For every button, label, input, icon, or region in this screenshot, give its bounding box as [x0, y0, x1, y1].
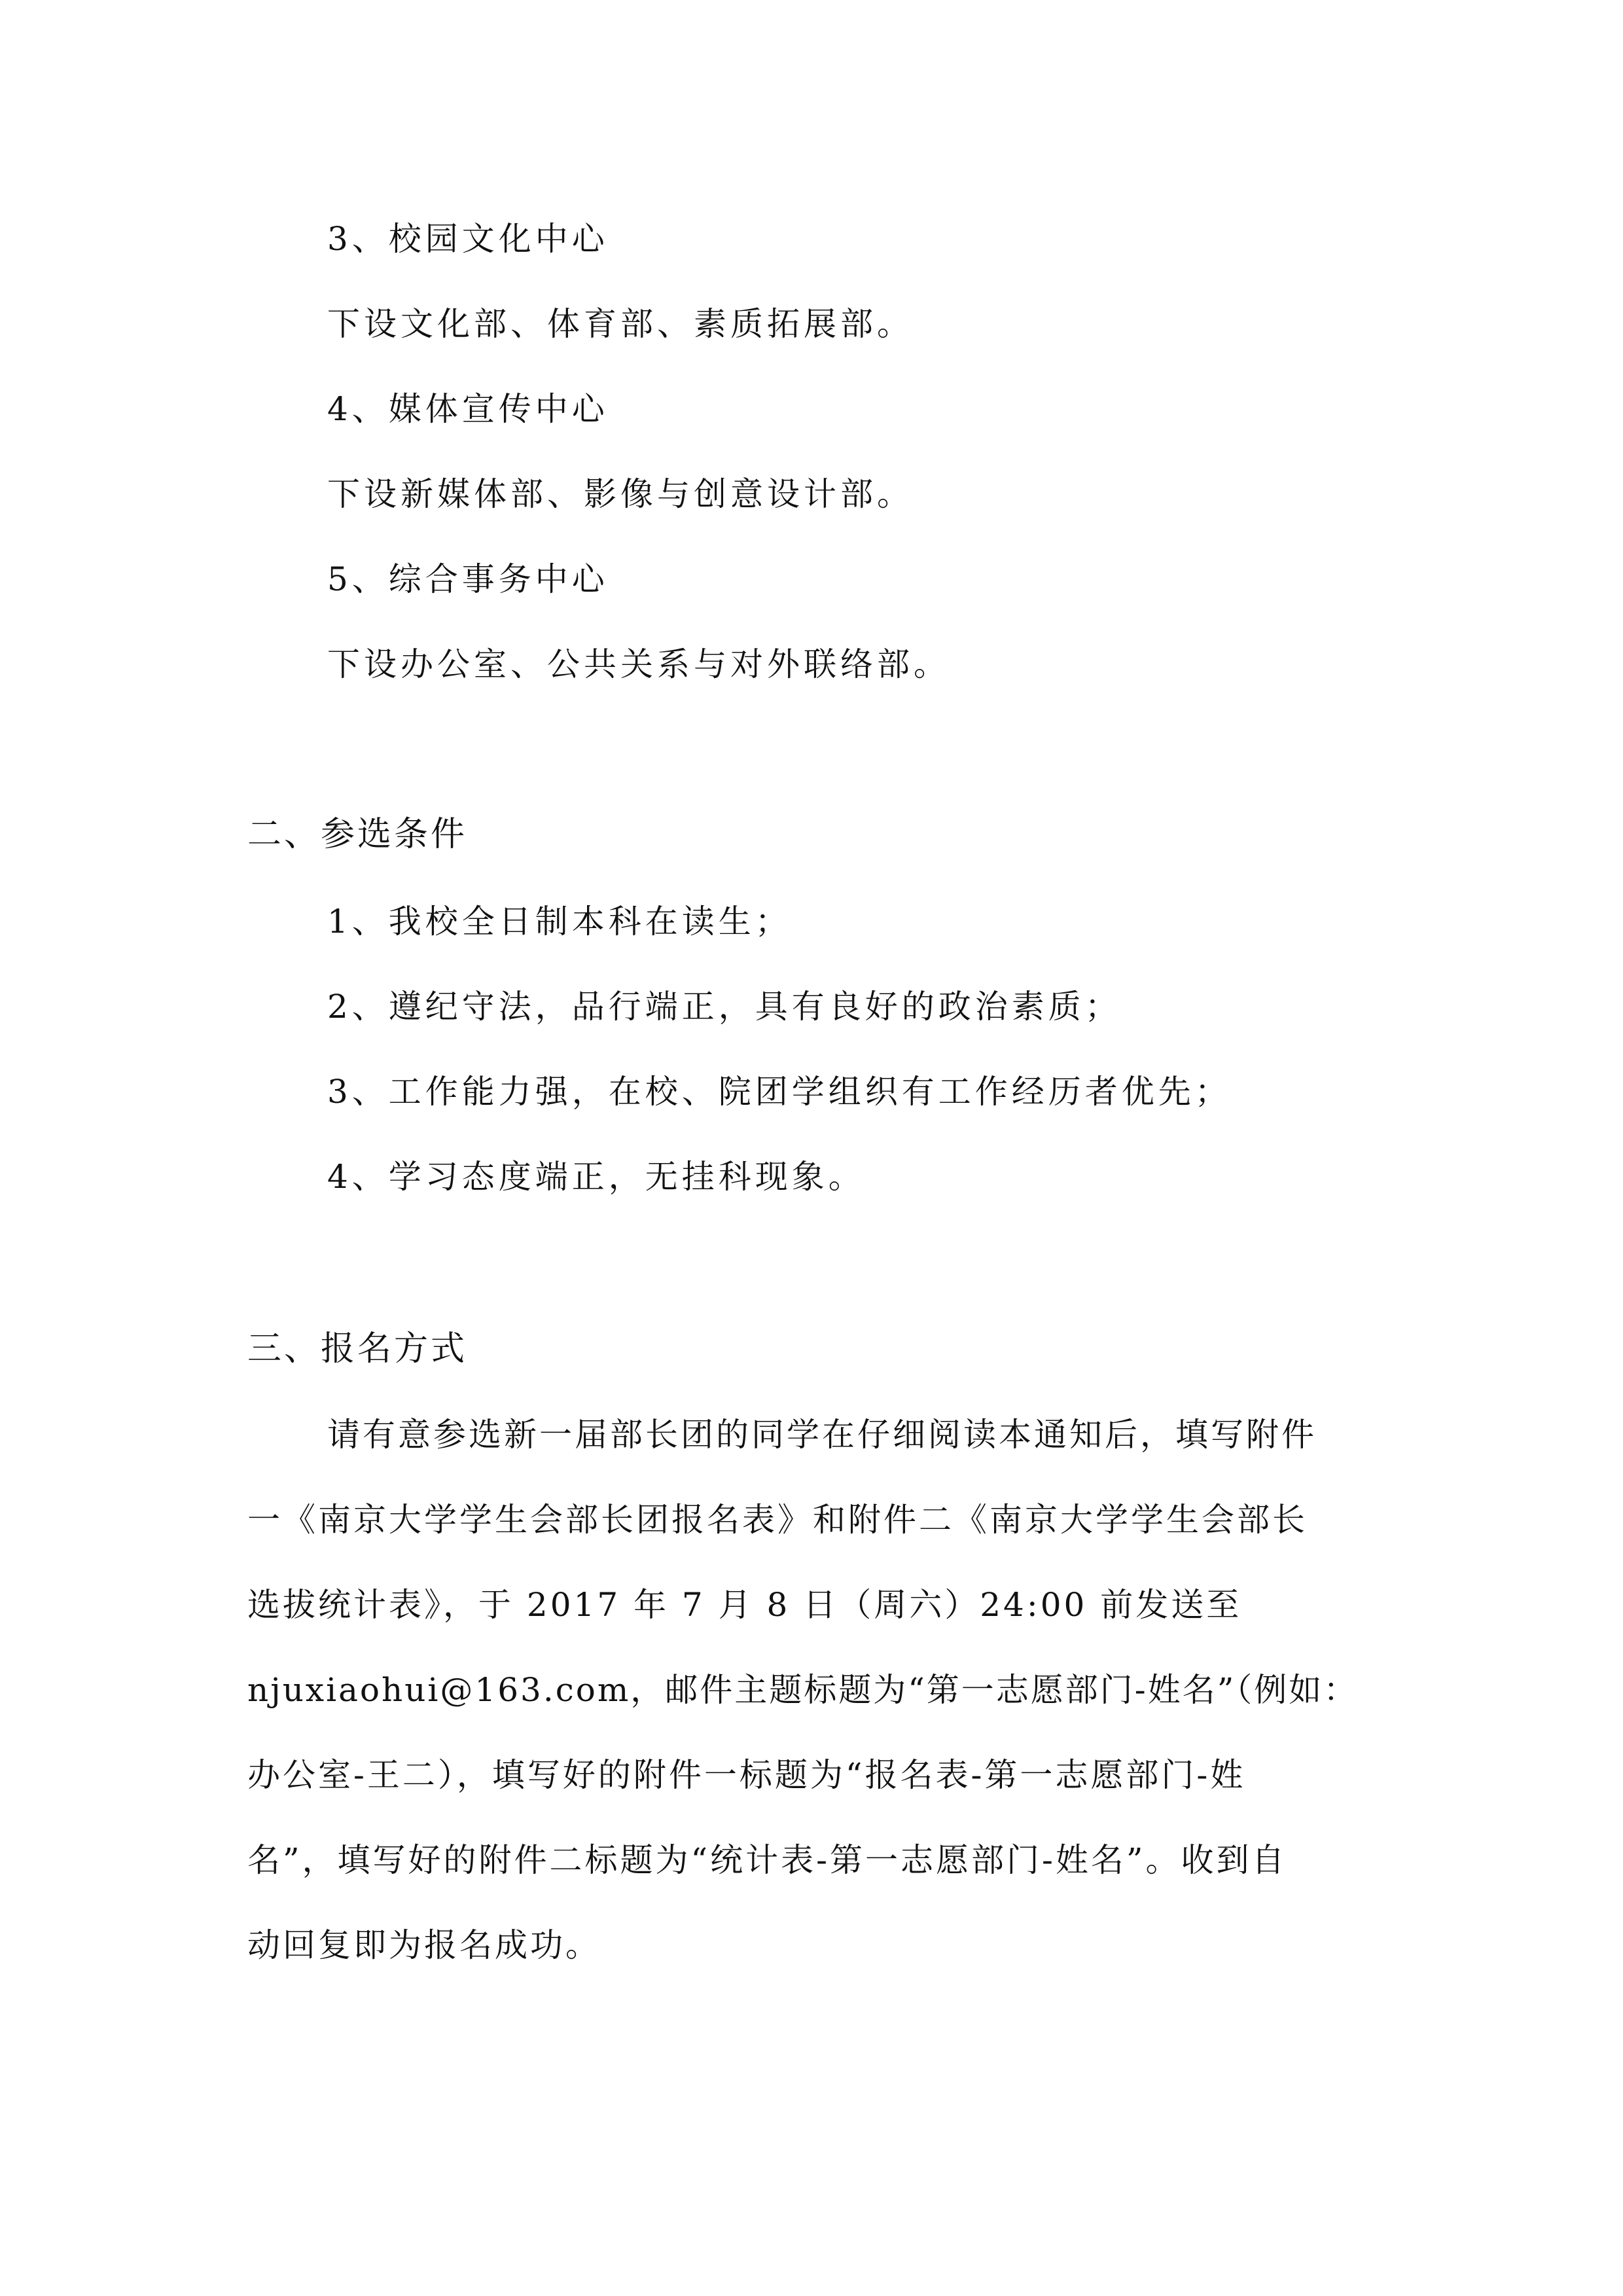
eligibility-item-4: 4、学习态度端正，无挂科现象。	[327, 1158, 865, 1196]
center-title-3: 3、校园文化中心	[327, 220, 609, 258]
center-desc-3: 下设文化部、体育部、素质拓展部。	[327, 305, 914, 343]
center-desc-4: 下设新媒体部、影像与创意设计部。	[327, 475, 914, 513]
registration-paragraph-line-3: 选拔统计表》，于 2017 年 7 月 8 日（周六）24:00 前发送至	[247, 1586, 1242, 1624]
center-title-5: 5、综合事务中心	[327, 560, 609, 598]
section-heading-registration: 三、报名方式	[247, 1329, 468, 1369]
registration-paragraph-line-1: 请有意参选新一届部长团的同学在仔细阅读本通知后，填写附件	[327, 1416, 1317, 1454]
eligibility-item-3: 3、工作能力强，在校、院团学组织有工作经历者优先；	[327, 1073, 1232, 1111]
registration-paragraph-line-4: njuxiaohui@163.com，邮件主题标题为“第一志愿部门-姓名”（例如：	[247, 1671, 1359, 1709]
center-title-4: 4、媒体宣传中心	[327, 390, 609, 428]
registration-paragraph-line-6: 名”，填写好的附件二标题为“统计表-第一志愿部门-姓名”。收到自	[247, 1841, 1287, 1879]
center-desc-5: 下设办公室、公共关系与对外联络部。	[327, 645, 950, 683]
registration-paragraph-line-2: 一《南京大学学生会部长团报名表》和附件二《南京大学学生会部长	[247, 1501, 1308, 1539]
eligibility-item-1: 1、我校全日制本科在读生；	[327, 903, 792, 941]
registration-paragraph-line-5: 办公室-王二），填写好的附件一标题为“报名表-第一志愿部门-姓	[247, 1756, 1246, 1794]
registration-paragraph-line-7: 动回复即为报名成功。	[247, 1926, 601, 1964]
section-heading-eligibility: 二、参选条件	[247, 815, 468, 854]
eligibility-item-2: 2、遵纪守法，品行端正，具有良好的政治素质；	[327, 988, 1122, 1026]
